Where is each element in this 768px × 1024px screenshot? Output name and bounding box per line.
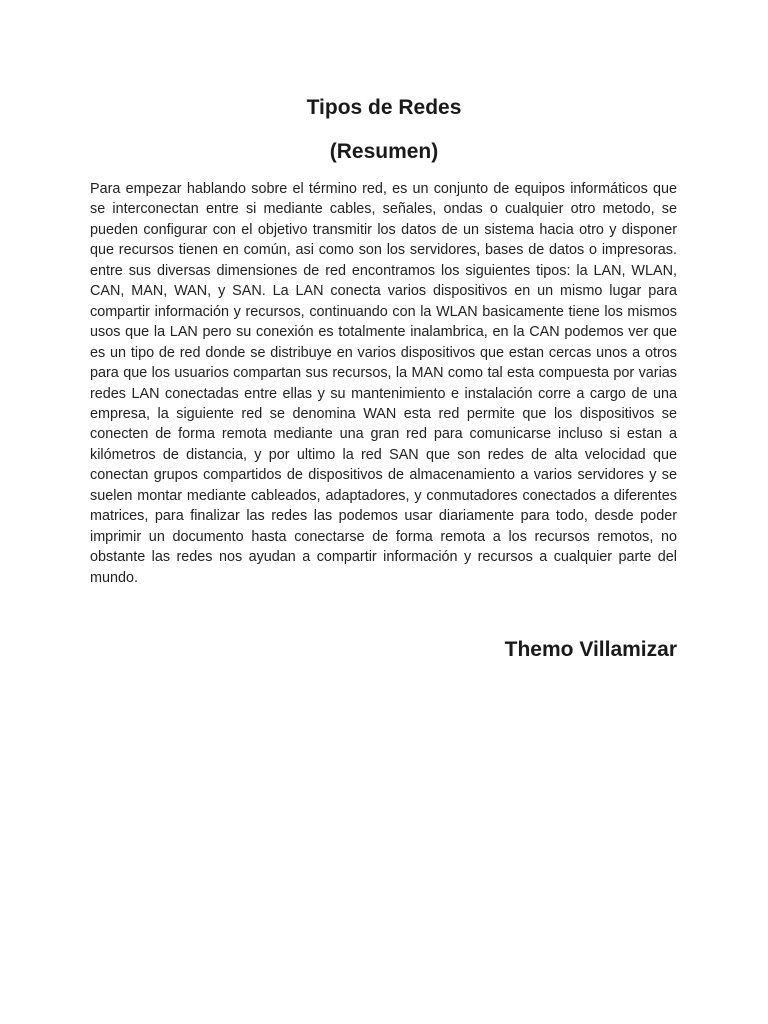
document-subtitle: (Resumen) bbox=[329, 140, 439, 163]
document-body-paragraph: Para empezar hablando sobre el término red, es un conjunto de equipos informáticos que se interconectan entre si mediante cables, señales, ondas o cualquier otro metodo, se pueden configurar con el objetivo transmitir los datos de un sistema hacia otro y disponer que recursos tienen en común, asi como son los servidores, bases de datos o impresoras. entre sus diversas dimensiones de red encontramos los siguientes tipos: la LAN, WLAN, CAN, MAN, WAN, y SAN. La LAN conecta varios dispositivos en un mismo lugar para compartir información y recursos, continuando con la WLAN basicamente tiene los mismos usos que la LAN pero su conexión es totalmente inalambrica, en la CAN podemos ver que es un tipo de red donde se distribuye en varios dispositivos que estan cercas unos a otros para que los usuarios compartan sus recursos, la MAN como tal esta compuesta por varias redes LAN conectadas entre ellas y su mantenimiento e instalación corre a cargo de una empresa, la siguiente red se denomina WAN esta red permite que los dispositivos se conecten de forma remota mediante una gran red para comunicarse incluso si estan a kilómetros de distancia, y por ultimo la red SAN que son redes de alta velocidad que conectan grupos compartidos de dispositivos de almacenamiento a varios servidores y se suelen montar mediante cableados, adaptadores, y conmutadores conectados a diferentes matrices, para finalizar las redes las podemos usar diariamente para todo, desde poder imprimir un documento hasta conectarse de forma remota a los recursos remotos, no obstante las redes nos ayudan a compartir información y recursos a cualquier parte del mundo. bbox=[90, 181, 677, 586]
author-signature: Themo Villamizar bbox=[504, 638, 677, 661]
document-title: Tipos de Redes bbox=[306, 96, 462, 119]
